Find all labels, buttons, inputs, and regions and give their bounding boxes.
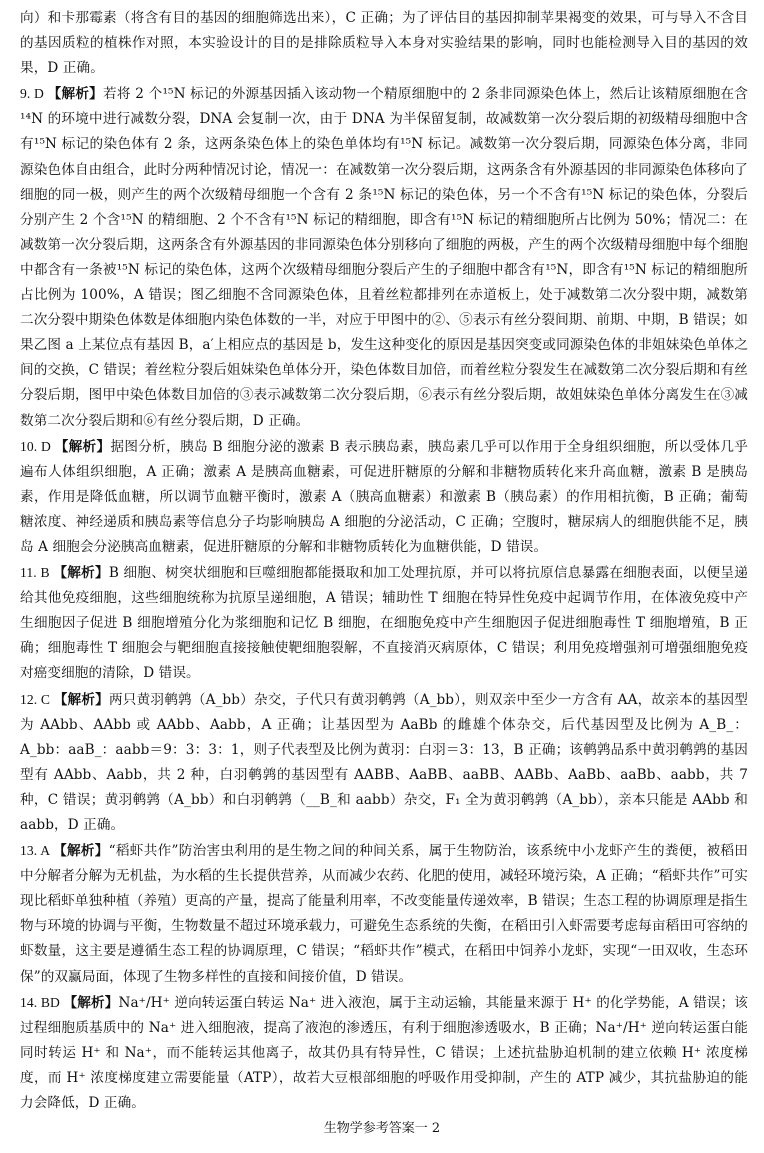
answer-item-9 xyxy=(20,81,748,433)
item-text: 据图分析，胰岛 B 细胞分泌的激素 B 表示胰岛素，胰岛素几乎可以作用于全身组织细胞，所以受体几乎遍布人体组织细胞，A 正确；激素 A 是胰高血糖素，可促进肝糖原的分解和非糖物质转化来升高血糖，激素 B 是胰岛素，作用是降低血糖，所以调节血糖平衡时，激素 A（胰高血糖素）和激素 B（胰岛素）的作用相抗衡，B 正确；葡萄糖浓度、神经递质和胰岛素等信息分子均影响胰岛 A 细胞的分泌活动，C 正确；空腹时，糖尿病人的细胞供能不足，胰岛 A 细胞会分泌胰高血糖素，促进肝糖原的分解和非糖物质转化为血糖供能，D 错误。 xyxy=(20,438,748,555)
analysis-tag: 【解析】 xyxy=(47,86,104,103)
item-text: 若将 2 个¹⁵N 标记的外源基因插入该动物一个精原细胞中的 2 条非同源染色体上，然后让该精原细胞在含¹⁴N 的环境中进行减数分裂，DNA 会复制一次，由于 DNA 为半保留复制，故减数第一次分裂后期的初级精母细胞中含有¹⁵N 标记的染色体有 2 条，这两条染色体上的染色单体均有¹⁵N 标记。减数第一次分裂后期，同源染色体分离，非同源染色体自由组合，此时分两种情况讨论，情况一：在减数第一次分裂后期，这两条含有外源基因的非同源染色体移向了细胞的同一极，则产生的两个次级精母细胞一个含有 2 条¹⁵N 标记的染色体，另一个不含有¹⁵N 标记的染色体，分裂后分别产生 2 个含¹⁵N 的精细胞、2 个不含有¹⁵N 标记的精细胞，即含有¹⁵N 标记的精细胞所占比例为 50%；情况二：在减数第一次分裂后期，这两条含有外源基因的非同源染色体分别移向了细胞的两极，产生的两个次级精母细胞中每个细胞中都含有一条被¹⁵N 标记的染色体，这两个次级精母细胞分裂后产生的子细胞中都含有¹⁵N，即含有¹⁵N 标记的精细胞所占比例为 100%，A 错误；图乙细胞不含同源染色体，且着丝粒都排列在赤道板上，处于减数第二次分裂中期，减数第二次分裂中期染色体数是体细胞内染色体数的一半，对应于甲图中的②、⑤表示有丝分裂间期、前期、中期，B 错误；如果乙图 a 上某位点有基因 B，a′上相应点的基因是 b，发生这种变化的原因是基因突变或同源染色体的非姐妹染色单体之间的交换，C 错误；着丝粒分裂后姐妹染色单体分开，染色体数目加倍，而着丝粒分裂发生在减数第二次分裂后期和有丝分裂后期，图甲中染色体数目加倍的③表示减数第二次分裂后期，⑥表示有丝分裂后期，故姐妹染色单体分离发生在③减数第二次分裂后期和⑥有丝分裂后期，D 正确。 xyxy=(20,86,748,429)
analysis-tag: 【解析】 xyxy=(63,994,119,1011)
analysis-tag: 【解析】 xyxy=(53,691,109,708)
item-number: 14. BD xyxy=(20,994,64,1010)
item-number: 13. A xyxy=(20,843,54,859)
answer-page xyxy=(20,6,748,1116)
item-text: Na⁺/H⁺ 逆向转运蛋白转运 Na⁺ 进入液泡，属于主动运输，其能量来源于 H⁺ 的化学势能，A 错误；该过程细胞质基质中的 Na⁺ 进入细胞液，提高了液泡的渗透压，有利于细胞渗透吸水，B 正确；Na⁺/H⁺ 逆向转运蛋白能同时转运 H⁺ 和 Na⁺，而不能转运其他离子，故其仍具有特异性，C 错误；上述抗盐胁迫机制的建立依赖 H⁺ 浓度梯度，而 H⁺ 浓度梯度建立需要能量（ATP），故若大豆根部细胞的呼吸作用受抑制，产生的 ATP 减少，其抗盐胁迫的能力会降低，D 正确。 xyxy=(20,994,749,1112)
answer-item-13 xyxy=(20,838,748,990)
item-text: “稻虾共作”防治害虫利用的是生物之间的种间关系，属于生物防治，该系统中小龙虾产生的粪便，被稻田中分解者分解为无机盐，为水稻的生长提供营养，从而减少农药、化肥的使用，减轻环境污染，A 正确；“稻虾共作”可实现比稻虾单独种植（养殖）更高的产量，提高了能量利用率，不改变能量传递效率，B 错误；生态工程的协调原理是指生物与环境的协调与平衡，生物数量不超过环境承载力，可避免生态系统的失衡，在稻田引入虾需要考虑每亩稻田可容纳的虾数量，这主要是遵循生态工程的协调原理，C 错误；“稻虾共作”模式，在稻田中饲养小龙虾，实现“一田双收，生态环保”的双赢局面，体现了生物多样性的直接和间接价值，D 错误。 xyxy=(20,843,748,985)
analysis-tag: 【解析】 xyxy=(54,438,111,455)
answer-item-12 xyxy=(20,687,748,839)
page-footer: 生物学参考答案一 2 xyxy=(323,1121,441,1136)
item-text: 两只黄羽鹌鹑（A_bb）杂交，子代只有黄羽鹌鹑（A_bb），则双亲中至少一方含有 AA，故亲本的基因型为 AAbb、AAbb 或 AAbb、Aabb，A 正确；让基因型为 AaBb 的雌雄个体杂交，后代基因型及比例为 A_B_：A_bb：aaB_：aabb＝9：3：3：1，则子代表型及比例为黄羽：白羽＝3：13，B 正确；该鹌鹑品系中黄羽鹌鹑的基因型有 AAbb、Aabb，共 2 种，白羽鹌鹑的基因型有 AABB、AaBB、aaBB、AABb、AaBb、aaBb、aabb，共 7 种，C 错误；黄羽鹌鹑（A_bb）和白羽鹌鹑（__B_和 aabb）杂交，F₁ 全为黄羽鹌鹑（A_bb），亲本只能是 AAbb 和 aabb，D 正确。 xyxy=(20,691,748,833)
analysis-tag: 【解析】 xyxy=(53,843,109,860)
item-text: B 细胞、树突状细胞和巨噬细胞都能摄取和加工处理抗原，并可以将抗原信息暴露在细胞表面，以便呈递给其他免疫细胞，这些细胞统称为抗原呈递细胞，A 错误；辅助性 T 细胞在特异性免疫中起调节作用，在体液免疫中产生细胞因子促进 B 细胞增殖分化为浆细胞和记忆 B 细胞，在细胞免疫中产生细胞因子促进细胞毒性 T 细胞增殖，B 正确；细胞毒性 T 细胞会与靶细胞直接接触使靶细胞裂解，不直接消灭病原体，C 错误；利用免疫增强剂可增强细胞免疫对癌变细胞的清除，D 错误。 xyxy=(20,565,748,682)
item-number: 9. D xyxy=(20,86,48,102)
answer-item-14 xyxy=(20,990,748,1116)
item-number: 12. C xyxy=(20,691,54,707)
answer-item-10 xyxy=(20,434,748,560)
answer-item-11 xyxy=(20,560,748,686)
analysis-tag: 【解析】 xyxy=(53,565,109,582)
intro-paragraph: 向）和卡那霉素（将含有目的基因的细胞筛选出来），C 正确；为了评估目的基因抑制苹果褐变的效果，可与导入不含目的基因质粒的植株作对照，本实验设计的目的是排除质粒导入本身对实验结果的影响，同时也能检测导入目的基因的效果，D 正确。 xyxy=(20,10,748,77)
item-number: 11. B xyxy=(20,565,54,581)
item-number: 10. D xyxy=(20,438,55,454)
